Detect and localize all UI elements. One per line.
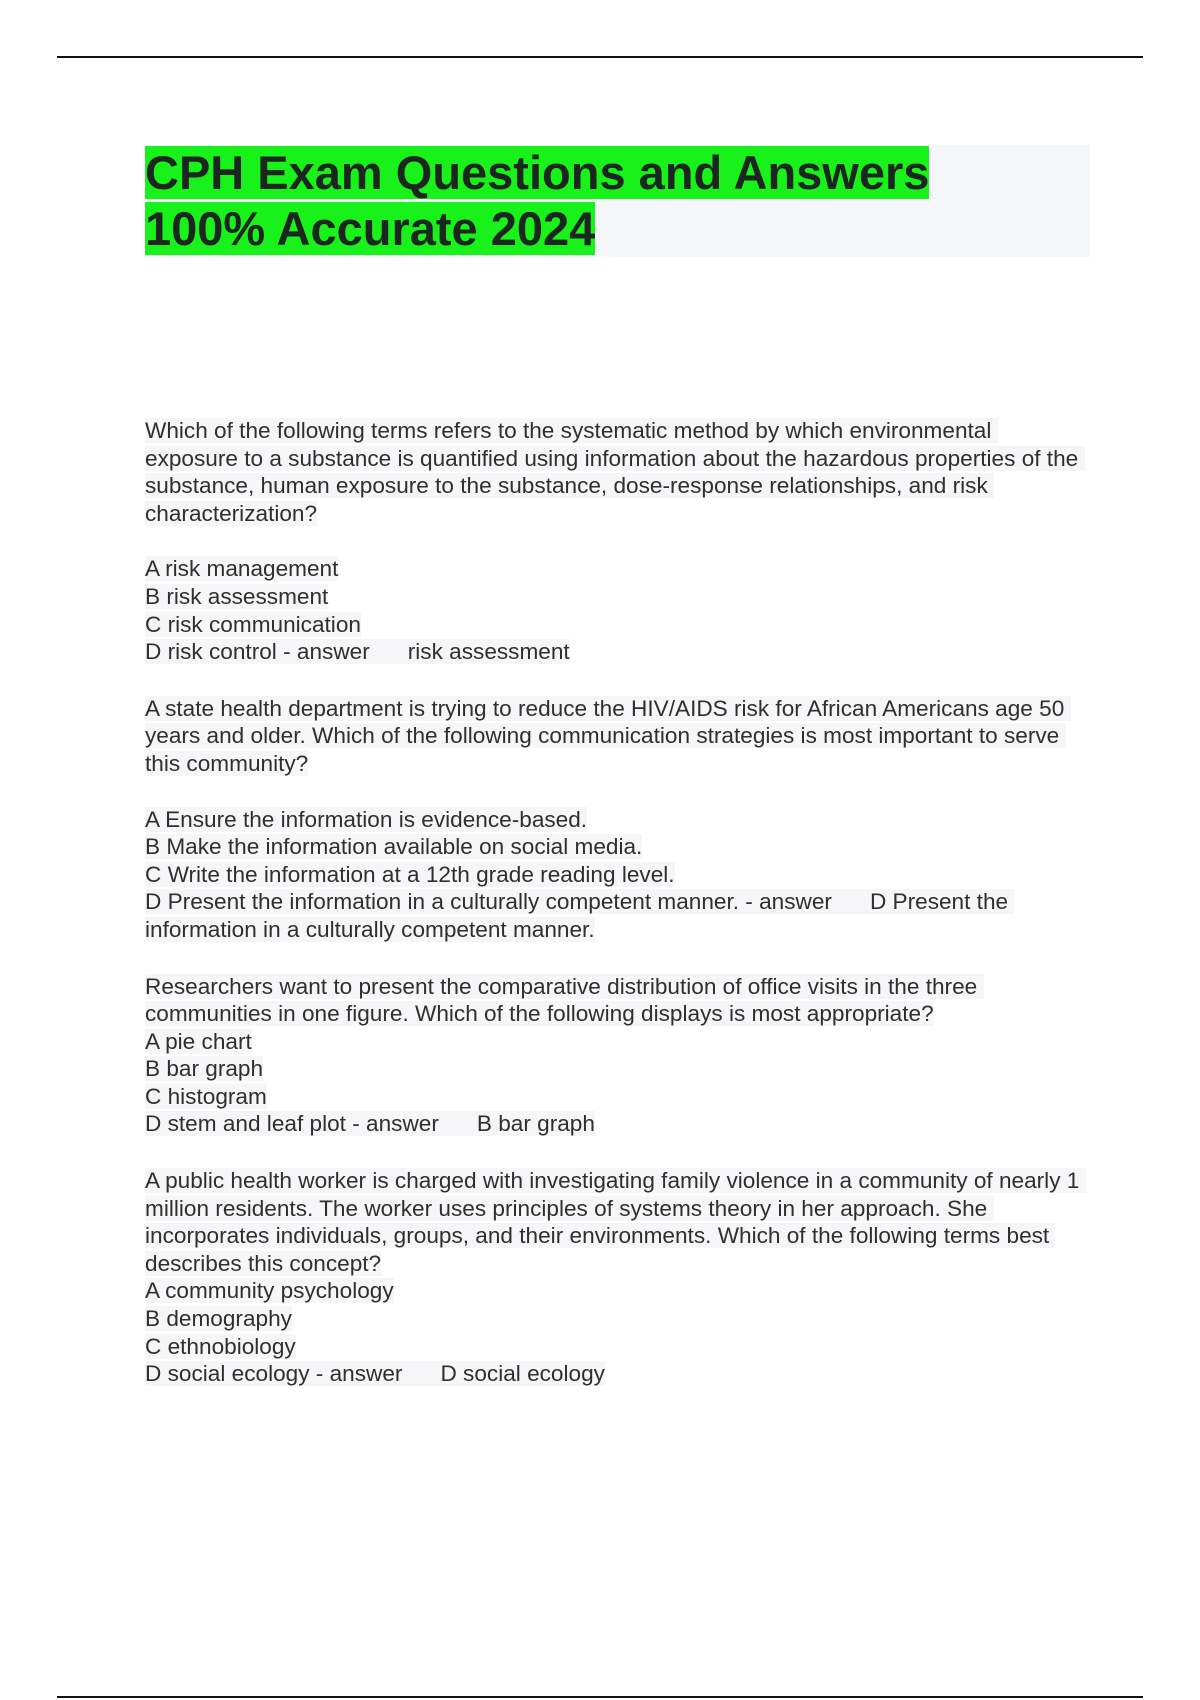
title-block <box>145 145 1090 257</box>
answer-line <box>145 638 1090 666</box>
question-text: Which of the following terms refers to the systematic method by which environmental exposure to a substance is quantified using information about the hazardous properties of the substance, human exposure to the substance, dose-response relationships, and risk characterization? <box>145 418 1085 526</box>
option: C risk communication <box>145 611 361 637</box>
option: C histogram <box>145 1083 267 1109</box>
answer-text: D Present the information in a culturally competent manner. <box>145 889 1015 942</box>
option: A risk management <box>145 556 339 582</box>
answer-line <box>145 888 1090 943</box>
option: A community psychology <box>145 1278 394 1304</box>
bottom-rule <box>57 1696 1143 1698</box>
question-text: A state health department is trying to reduce the HIV/AIDS risk for African Americans age 50 years and older. Which of the following communication strategies is most important to serve this community? <box>145 695 1071 776</box>
qa-item-1 <box>145 417 1090 666</box>
answer-text: D social ecology <box>440 1361 605 1387</box>
option: C Write the information at a 12th grade reading level. <box>145 861 675 887</box>
last-option: D social ecology - answer <box>145 1361 403 1387</box>
question-text: Researchers want to present the comparative distribution of office visits in the three communities in one figure. Which of the following displays is most appropriate? <box>145 973 984 1027</box>
option: A pie chart <box>145 1028 252 1054</box>
last-option: D Present the information in a culturally competent manner. - answer <box>145 889 832 915</box>
option: A Ensure the information is evidence-based. <box>145 806 588 832</box>
answer-text: risk assessment <box>407 639 570 665</box>
top-rule <box>57 56 1143 58</box>
option: B bar graph <box>145 1056 264 1082</box>
qa-item-4 <box>145 1167 1090 1388</box>
answer-text: B bar graph <box>476 1111 595 1137</box>
answer-line <box>145 1110 1090 1138</box>
answer-line <box>145 1360 1090 1388</box>
question-text: A public health worker is charged with investigating family violence in a community of nearly 1 million residents. The worker uses principles of systems theory in her approach. She incorporates individuals, groups, and their environments. Which of the following terms best describes this concept? <box>145 1168 1086 1276</box>
last-option: D risk control - answer <box>145 639 370 665</box>
title-line-2: 100% Accurate 2024 <box>145 202 596 255</box>
option: B Make the information available on social media. <box>145 834 643 860</box>
title-line-1: CPH Exam Questions and Answers <box>145 146 930 199</box>
document-title <box>145 145 1090 257</box>
option: C ethnobiology <box>145 1333 296 1359</box>
option: B risk assessment <box>145 583 329 609</box>
qa-item-2 <box>145 695 1090 944</box>
document-body <box>145 145 1090 1417</box>
qa-item-3 <box>145 973 1090 1139</box>
option: B demography <box>145 1306 292 1332</box>
last-option: D stem and leaf plot - answer <box>145 1111 439 1137</box>
